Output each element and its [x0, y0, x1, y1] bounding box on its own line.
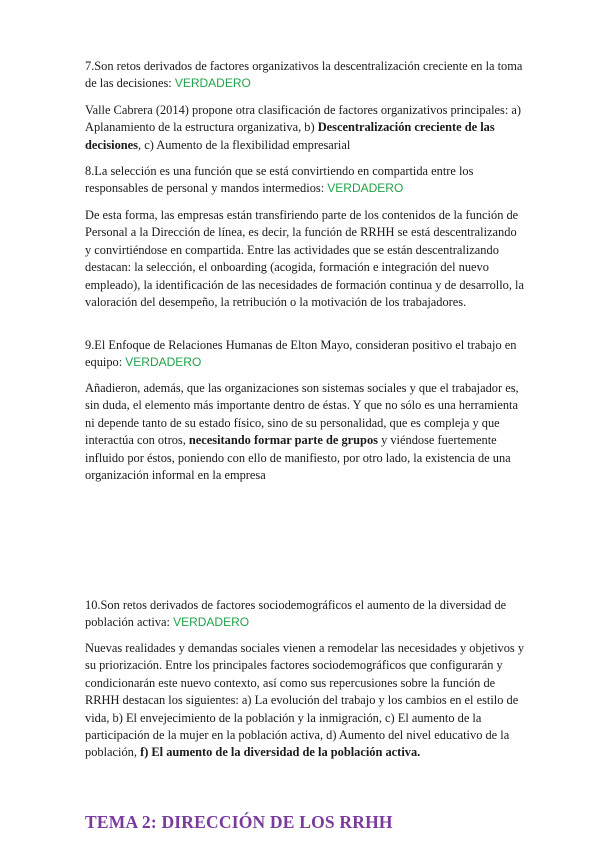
question-10-explanation: [85, 640, 525, 762]
question-8-statement: 8.La selección es una función que se está convirtiendo en compartida entre los responsables de personal y mandos intermedios:: [85, 164, 474, 196]
question-7-text: [85, 58, 525, 93]
question-9-block: [85, 337, 525, 372]
question-8-explanation: [85, 207, 525, 311]
explanation-7-bold: Descentralización creciente de las decisiones: [85, 120, 495, 152]
explanation-9-bold: necesitando formar parte de grupos: [188, 433, 378, 448]
question-9-explanation: [85, 380, 525, 484]
question-9-statement: 9.El Enfoque de Relaciones Humanas de Elton Mayo, consideran positivo el trabajo en equipo:: [85, 338, 517, 370]
question-10-block: [85, 597, 525, 632]
explanation-10-bold: f) El aumento de la diversidad de la población activa.: [140, 745, 421, 760]
question-8-answer: VERDADERO: [327, 181, 404, 196]
question-9-answer: VERDADERO: [125, 355, 202, 370]
section-heading: TEMA 2: DIRECCIÓN DE LOS RRHH: [85, 812, 393, 832]
explanation-7-part-a: Valle Cabrera (2014) propone otra clasificación de factores organizativos principales: a) Aplanamiento de la estructura organizativa, b): [85, 103, 522, 135]
question-10-text: [85, 597, 525, 632]
question-7-explanation: [85, 102, 525, 154]
question-7-block: [85, 58, 525, 93]
explanation-9-part-b: y viéndose fuertemente influido por éstos, poniendo con ello de manifiesto, por otro lado, la existencia de una organización informal en la empresa: [85, 433, 511, 483]
question-8-text: [85, 163, 525, 198]
explanation-10-part-a: Nuevas realidades y demandas sociales vienen a remodelar las necesidades y objetivos y su priorización. Entre los principales factores sociodemográficos que configurarán y condicionarán este nuevo contexto, así como sus repercusiones sobre la función de RRHH destacan los siguientes: a) La evolución del trabajo y los cambios en el estilo de vida, b) El envejecimiento de la población y la inmigración, c) El aumento de la participación de la mujer en la población activa, d) Aumento del nivel educativo de la población,: [85, 641, 525, 760]
question-10-statement: 10.Son retos derivados de factores sociodemográficos el aumento de la diversidad de población activa:: [85, 598, 507, 630]
explanation-7-part-b: , c) Aumento de la flexibilidad empresarial: [138, 137, 351, 152]
question-10-answer: VERDADERO: [173, 615, 250, 630]
explanation-8-text: De esta forma, las empresas están transfiriendo parte de los contenidos de la función de Personal a la Dirección de línea, es decir, la función de RRHH se está descentralizando y convirtiéndose en compartida. Entre las actividades que se están descentralizando destacan: la selección, el onboarding (acogida, formación e integración del nuevo empleado), la identificación de las necesidades de formación continua y de desarrollo, la valoración del desempeño, la retribución o la motivación de los trabajadores.: [85, 208, 525, 310]
question-7-statement: 7.Son retos derivados de factores organizativos la descentralización creciente en la toma de las decisiones:: [85, 59, 523, 91]
explanation-9-part-a: Añadieron, además, que las organizaciones son sistemas sociales y que el trabajador es, sin duda, el elemento más importante dentro de éstas. Y que no sólo es una herramienta ni depende tanto de su estado físico, sino de su personalidad, que es compleja y que interactúa con otros,: [85, 381, 519, 448]
question-9-text: [85, 337, 525, 372]
question-8-block: [85, 163, 525, 198]
question-7-answer: VERDADERO: [174, 76, 251, 91]
